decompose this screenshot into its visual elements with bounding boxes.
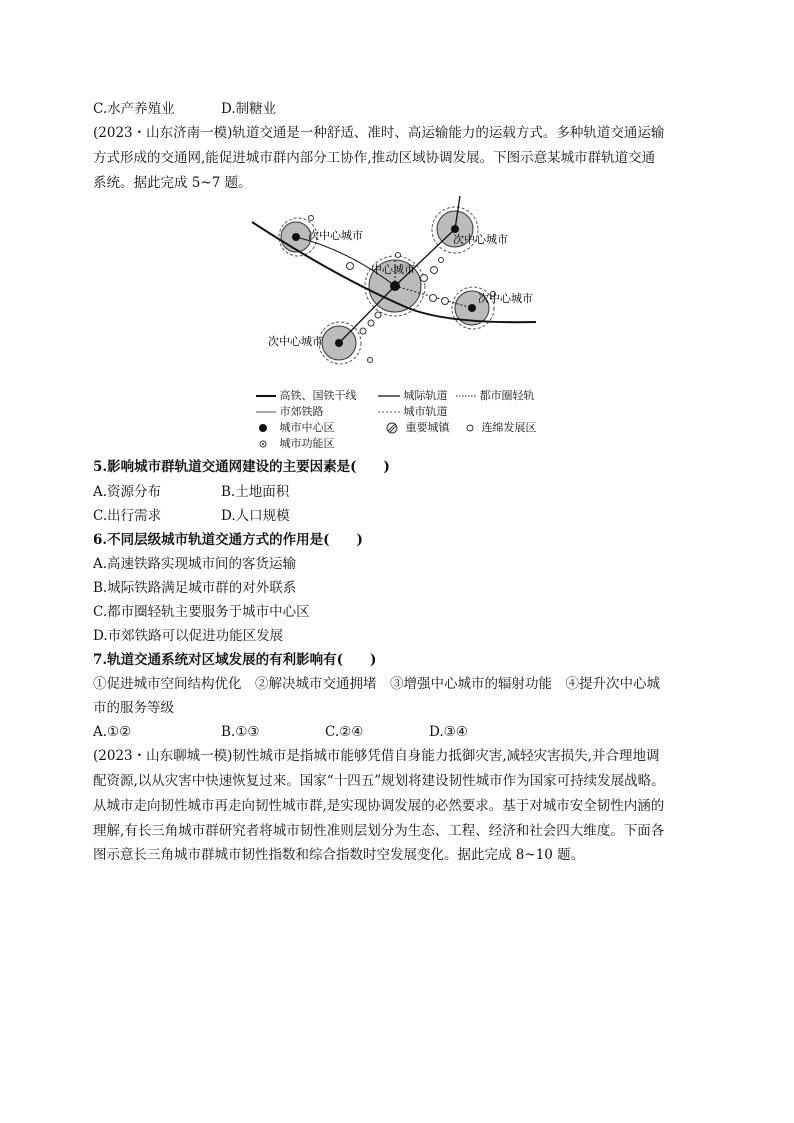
q5-options-row-1 — [93, 483, 289, 501]
city-center — [390, 281, 400, 291]
city-center — [335, 339, 343, 347]
metro-light-line-icon — [456, 393, 476, 399]
q7-items-line-1: ①促进城市空间结构优化 ②解决城市交通拥堵 ③增强中心城市的辐射功能 ④提升次中心城 — [93, 676, 660, 692]
q6-stem: 6.不同层级城市轨道交通方式的作用是( ) — [93, 532, 363, 548]
label-sub-city-2: 次中心城市 — [453, 233, 508, 246]
intro1-line-2: 方式形成的交通网,能促进城市群内部分工协作,推动区域协调发展。下图示意某城市群轨道交通 — [93, 150, 656, 166]
q7-stem: 7.轨道交通系统对区域发展的有利影响有( ) — [93, 652, 377, 668]
intro2-line-5: 图示意长三角城市群城市韧性指数和综合指数时空发展变化。据此完成 8~10 题。 — [93, 847, 585, 863]
q5-option-b[interactable]: B.土地面积 — [221, 484, 290, 500]
q5-options-row-2 — [93, 507, 290, 525]
option-c: C.水产养殖业 — [93, 101, 175, 117]
function-area-dot — [309, 216, 314, 221]
legend-urban-rail — [378, 405, 448, 419]
legend-hsr — [256, 389, 357, 403]
legend-important-town — [386, 421, 450, 435]
q7-option-d[interactable]: D.③④ — [429, 724, 468, 740]
legend-suburban-label: 市郊铁路 — [279, 405, 324, 418]
label-sub-city-3: 次中心城市 — [478, 292, 533, 305]
town — [360, 328, 366, 334]
city-center — [292, 233, 300, 241]
function-area-dot — [439, 258, 444, 263]
q6-option-c[interactable]: C.都市圈轻轨主要服务于城市中心区 — [93, 604, 310, 620]
town — [442, 298, 449, 305]
q6-option-a[interactable]: A.高速铁路实现城市间的客货运输 — [93, 556, 297, 572]
q7-items-line-2: 市的服务等级 — [93, 700, 174, 716]
legend-function-area-label: 城市功能区 — [279, 437, 335, 450]
legend-function-area — [258, 437, 335, 451]
function-area-icon — [258, 439, 268, 449]
legend-contiguous — [465, 421, 537, 435]
prev-question-options — [93, 100, 276, 118]
city-center — [468, 304, 476, 312]
legend-intercity-label: 城际轨道 — [403, 389, 448, 402]
intro1-line-3: 系统。据此完成 5~7 题。 — [93, 175, 252, 191]
intro2-line-3: 从城市走向韧性城市再走向韧性城市群,是实现协调发展的必然要求。基于对城市安全韧性内涵的 — [93, 798, 665, 814]
legend-intercity — [378, 389, 448, 403]
function-area-dot — [396, 253, 401, 258]
q7-option-a[interactable]: A.①② — [93, 724, 132, 740]
rail-network-map — [248, 190, 548, 384]
important-town-icon — [386, 422, 398, 434]
intro2-line-1: (2023・山东聊城一模)韧性城市是指城市能够凭借自身能力抵御灾害,减轻灾害损失,并合理地调 — [93, 748, 660, 764]
map-drawing — [248, 190, 548, 380]
q5-option-a[interactable]: A.资源分布 — [93, 484, 162, 500]
legend-contiguous-label: 连绵发展区 — [481, 421, 537, 434]
q5-option-d[interactable]: D.人口规模 — [221, 508, 290, 524]
suburban-line-icon — [256, 409, 276, 415]
legend-suburban — [256, 405, 324, 419]
q5-stem: 5.影响城市群轨道交通网建设的主要因素是( ) — [93, 459, 390, 475]
intro1-line-1: (2023・山东济南一模)轨道交通是一种舒适、准时、高运输能力的运载方式。多种轨道交通运输 — [93, 125, 665, 141]
q5-option-c[interactable]: C.出行需求 — [93, 508, 162, 524]
town — [368, 320, 374, 326]
town — [430, 295, 437, 302]
label-sub-city-1: 次中心城市 — [308, 229, 363, 242]
q7-option-c[interactable]: C.②④ — [325, 724, 364, 740]
option-d: D.制糖业 — [221, 101, 277, 117]
legend-metro-light — [456, 389, 535, 403]
urban-rail-line-icon — [378, 409, 400, 415]
town — [375, 312, 381, 318]
legend-important-town-label: 重要城镇 — [405, 421, 450, 434]
town — [347, 263, 354, 270]
q7-options-row — [93, 723, 468, 741]
legend-center-area-label: 城市中心区 — [279, 421, 335, 434]
town — [421, 275, 428, 282]
intro2-line-2: 配资源,以从灾害中快速恢复过来。国家“十四五”规划将建设韧性城市作为国家可持续发展战略。 — [93, 773, 665, 789]
q6-option-d[interactable]: D.市郊铁路可以促进功能区发展 — [93, 628, 284, 644]
label-center-city: 中心城市 — [371, 263, 415, 276]
city-center — [451, 225, 459, 233]
q6-option-b[interactable]: B.城际铁路满足城市群的对外联系 — [93, 580, 297, 596]
intercity-line-icon — [378, 393, 400, 399]
label-sub-city-4: 次中心城市 — [268, 335, 323, 348]
city-center-icon — [258, 423, 268, 433]
legend-hsr-label: 高铁、国铁干线 — [279, 389, 357, 402]
function-area-dot — [368, 358, 373, 363]
legend-center-area — [258, 421, 335, 435]
q7-option-b[interactable]: B.①③ — [221, 724, 260, 740]
intro2-line-4: 理解,有长三角城市群研究者将城市韧性准则层划分为生态、工程、经济和社会四大维度。下面各 — [93, 823, 665, 839]
contiguous-area-icon — [465, 423, 475, 433]
hsr-line-icon — [256, 393, 276, 399]
town — [431, 267, 438, 274]
legend-metro-light-label: 都市圈轻轨 — [479, 389, 535, 402]
legend-urban-rail-label: 城市轨道 — [403, 405, 448, 418]
